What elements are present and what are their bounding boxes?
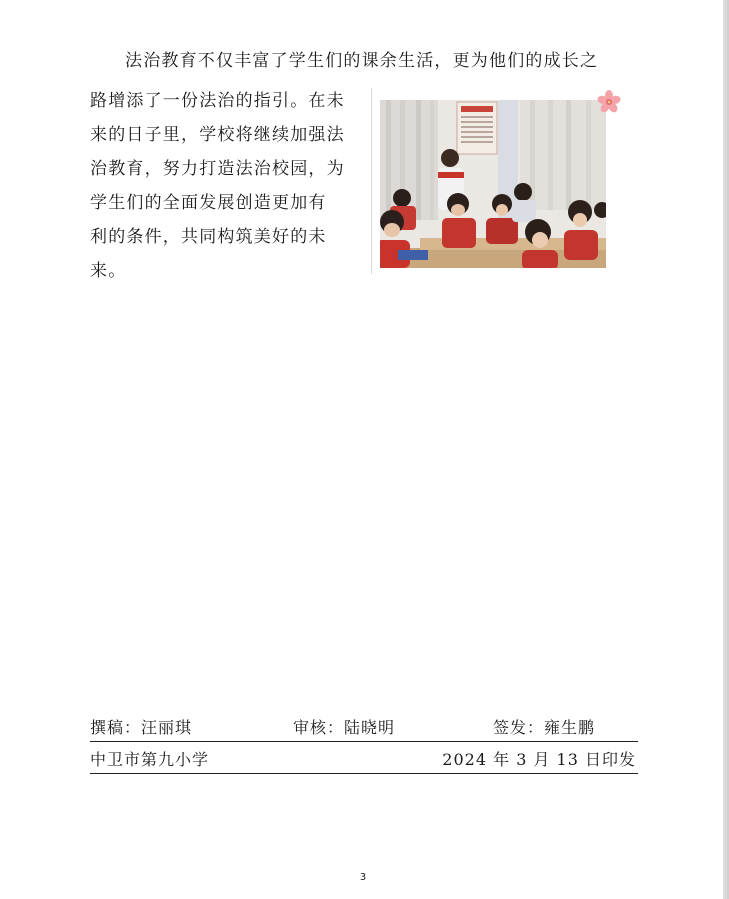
photo-divider bbox=[371, 88, 372, 274]
paragraph-line: 利的条件，共同构筑美好的未 bbox=[90, 227, 327, 247]
paragraph-line: 来。 bbox=[90, 261, 127, 281]
classroom-photo bbox=[380, 100, 606, 268]
page-number: 3 bbox=[359, 872, 367, 883]
paragraph-line: 路增添了一份法治的指引。在未 bbox=[90, 91, 345, 111]
author-credit: 撰稿：汪丽琪 bbox=[90, 718, 193, 737]
footer-rule-top bbox=[90, 741, 638, 742]
paragraph-line: 学生们的全面发展创造更加有 bbox=[90, 193, 327, 213]
print-date: 2024 年 3 月 13 日印发 bbox=[442, 750, 636, 769]
paragraph-wrapped bbox=[90, 84, 372, 288]
paragraph-first-line: 法治教育不仅丰富了学生们的课余生活，更为他们的成长之 bbox=[125, 51, 599, 71]
footer-rule-bottom bbox=[90, 773, 638, 774]
school-name: 中卫市第九小学 bbox=[90, 750, 210, 769]
flower-icon bbox=[597, 90, 621, 114]
paragraph-line: 治教育，努力打造法治校园，为 bbox=[90, 159, 345, 179]
page-edge bbox=[723, 0, 729, 899]
paragraph-line: 来的日子里，学校将继续加强法 bbox=[90, 125, 345, 145]
reviewer-credit: 审核：陆晓明 bbox=[293, 718, 396, 737]
issuer-credit: 签发：雍生鹏 bbox=[493, 718, 596, 737]
